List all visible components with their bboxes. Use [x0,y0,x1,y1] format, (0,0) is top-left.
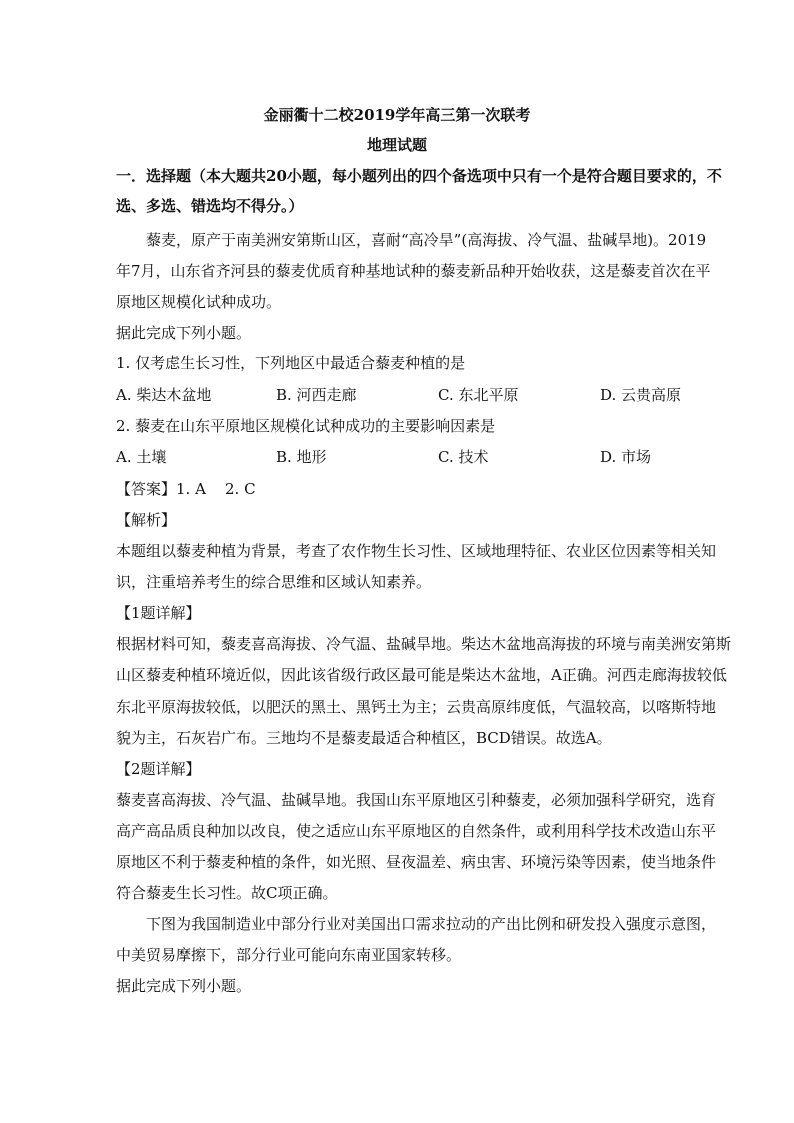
exam-title: 金丽衢十二校2019学年高三第一次联考 [263,106,531,124]
section-heading-cont: 选、多选、错选均不得分。） [116,197,304,215]
question1-option-d: D. 云贵高原 [600,386,682,404]
section-heading: 一．选择题（本大题共20小题，每小题列出的四个备选项中只有一个是符合题目要求的，不 [116,167,722,185]
question2-option-c: C. 技术 [438,448,489,466]
detail1-label: 【1题详解】 [116,604,201,622]
question1-option-b: B. 河西走廊 [276,386,357,404]
detail2-label: 【2题详解】 [116,760,201,778]
detail2-line: 藜麦喜高海拔、冷气温、盐碱旱地。我国山东平原地区引种藜麦，必须加强科学研究，选育 [116,791,717,809]
analysis-label: 【解析】 [116,511,177,529]
passage1-line: 原地区规模化试种成功。 [116,293,282,311]
answer-key: 【答案】1. A 2. C [116,480,256,498]
question1-stem: 1. 仅考虑生长习性，下列地区中最适合藜麦种植的是 [116,354,466,372]
passage1-line: 年7月，山东省齐河县的藜麦优质育种基地试种的藜麦新品种开始收获，这是藜麦首次在平 [116,262,711,280]
passage2-line: 中美贸易摩擦下，部分行业可能向东南亚国家转移。 [116,946,462,964]
question1-option-c: C. 东北平原 [438,386,519,404]
passage2-line: 下图为我国制造业中部分行业对美国出口需求拉动的产出比例和研发投入强度示意图， [146,915,717,933]
exam-subtitle: 地理试题 [366,136,427,154]
detail1-line: 根据材料可知，藜麦喜高海拔、冷气温、盐碱旱地。柴达木盆地高海拔的环境与南美洲安第斯 [116,635,732,653]
passage1-line: 藜麦，原产于南美洲安第斯山区，喜耐“高冷旱”(高海拔、冷气温、盐碱旱地)。2019 [146,231,707,249]
detail1-line: 山区藜麦种植环境近似，因此该省级行政区最可能是柴达木盆地，A正确。河西走廊海拔较低 [116,666,727,684]
question2-option-b: B. 地形 [276,448,327,466]
detail2-line: 高产高品质良种加以改良，使之适应山东平原地区的自然条件，或利用科学技术改造山东平 [116,822,717,840]
question1-option-a: A. 柴达木盆地 [116,386,212,404]
question2-option-a: A. 土壤 [116,448,167,466]
analysis-line: 识，注重培养考生的综合思维和区域认知素养。 [116,573,432,591]
passage1-prompt: 据此完成下列小题。 [116,324,252,342]
detail2-line: 符合藜麦生长习性。故C项正确。 [116,884,338,902]
question2-option-d: D. 市场 [600,448,652,466]
question2-stem: 2. 藜麦在山东平原地区规模化试种成功的主要影响因素是 [116,417,496,435]
detail2-line: 原地区不利于藜麦种植的条件，如光照、昼夜温差、病虫害、环境污染等因素，使当地条件 [116,853,717,871]
passage2-prompt: 据此完成下列小题。 [116,977,252,995]
detail1-line: 东北平原海拔较低，以肥沃的黑土、黑钙土为主；云贵高原纬度低，气温较高，以喀斯特地 [116,698,717,716]
analysis-line: 本题组以藜麦种植为背景，考查了农作物生长习性、区域地理特征、农业区位因素等相关知 [116,542,717,560]
detail1-line: 貌为主，石灰岩广布。三地均不是藜麦最适合种植区，BCD错误。故选A。 [116,729,612,747]
